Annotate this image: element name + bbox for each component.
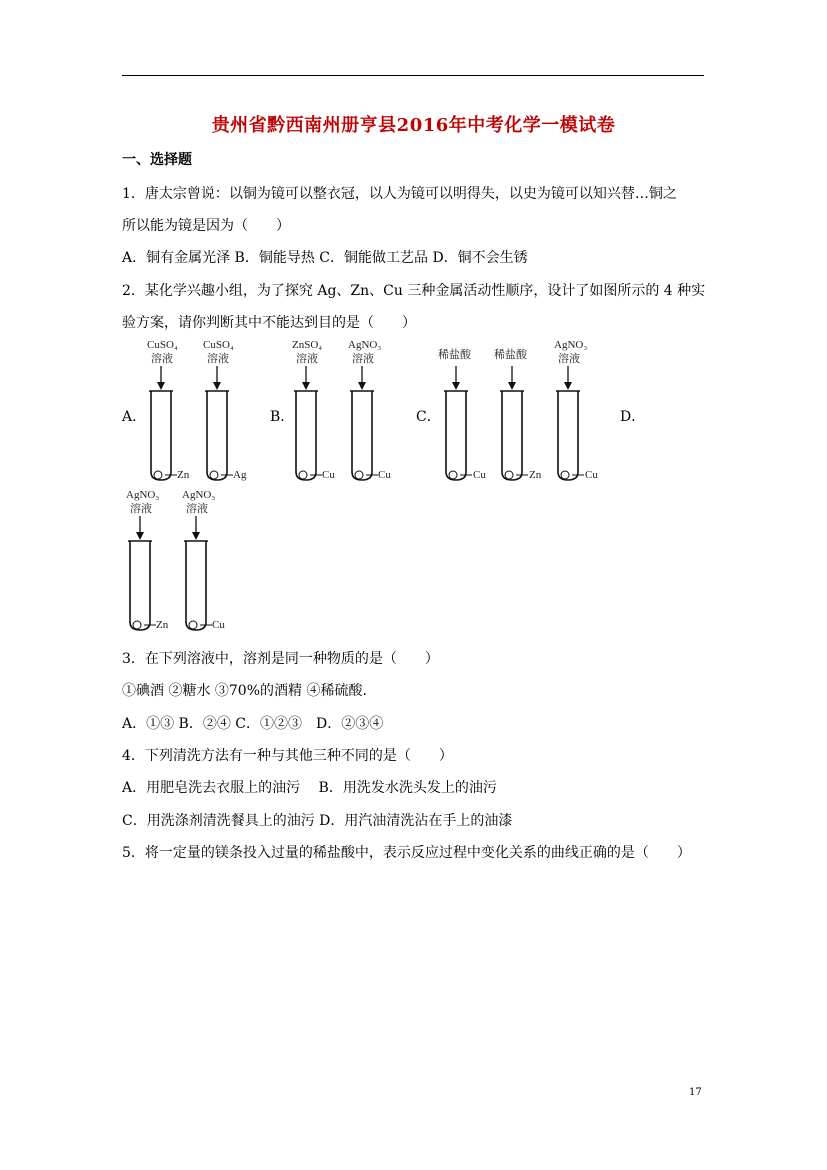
figure-c: [436, 338, 606, 486]
figure-b-svg: [288, 338, 400, 486]
q3-options: A．①③ B．②④ C．①②③ D．②③④: [122, 716, 384, 732]
q1-options: A．铜有金属光泽 B．铜能导热 C．铜能做工艺品 D．铜不会生锈: [122, 250, 528, 266]
figure-c-tube1-metal: Cu: [473, 469, 486, 481]
test-tube: [151, 391, 171, 480]
q2-option-a-label: A．: [122, 409, 147, 425]
figure-a-tube1-solution: 溶液: [151, 353, 173, 365]
figure-d-tube1-reagent: AgNO₃: [126, 489, 160, 501]
q1-stem-line2: 所以能为镜是因为（ ）: [122, 218, 290, 234]
q3-stem: 3．在下列溶液中，溶剂是同一种物质的是（ ）: [122, 651, 439, 667]
figure-d-tube2-reagent: AgNO₃: [182, 489, 216, 501]
q5-stem: 5．将一定量的镁条投入过量的稀盐酸中，表示反应过程中变化关系的曲线正确的是（ ）: [122, 845, 691, 861]
figure-b-tube2-solution: 溶液: [352, 353, 374, 365]
figure-b-tube1-metal: Cu: [322, 469, 335, 481]
q3-items: ①碘酒 ②糖水 ③70%的酒精 ④稀硫酸．: [122, 683, 377, 699]
figure-d-tube2-metal: Cu: [212, 619, 225, 631]
figure-b-tube1-reagent: ZnSO₄: [292, 339, 323, 351]
q2-option-b-label: B．: [270, 409, 295, 425]
figure-c-tube2-reagent: 稀盐酸: [494, 349, 527, 361]
figure-b-tube2-metal: Cu: [378, 469, 391, 481]
figure-a-tube2-metal: Ag: [233, 469, 247, 481]
q2-stem-line1: 2．某化学兴趣小组，为了探究 Ag、Zn、Cu 三种金属活动性顺序，设计了如图所示的 4 种实: [122, 283, 706, 299]
figure-a: [143, 338, 255, 486]
figure-a-tube2-solution: 溶液: [207, 353, 229, 365]
figure-d: [122, 488, 234, 636]
q1-stem-line1: 1．唐太宗曾说：以铜为镜可以整衣冠，以人为镜可以明得失，以史为镜可以知兴替…铜之: [122, 186, 677, 202]
header-rule: [122, 75, 704, 76]
figure-c-tube1-reagent: 稀盐酸: [438, 349, 471, 361]
figure-c-svg: [436, 338, 606, 486]
figure-c-tube3-reagent: AgNO₃: [554, 339, 588, 351]
page-number: 17: [689, 1087, 702, 1098]
figure-c-tube2-metal: Zn: [529, 469, 542, 481]
figure-d-tube1-solution: 溶液: [130, 503, 152, 515]
q4-stem: 4．下列清洗方法有一种与其他三种不同的是（ ）: [122, 748, 453, 764]
figure-d-svg: [122, 488, 234, 636]
figure-b-tube2-reagent: AgNO₃: [348, 339, 382, 351]
figure-a-tube1-metal: Zn: [177, 469, 190, 481]
figure-d-tube2-solution: 溶液: [186, 503, 208, 515]
figure-d-tube1-metal: Zn: [156, 619, 169, 631]
q2-option-c-label: C．: [416, 409, 441, 425]
q4-options-line1: A．用肥皂洗去衣服上的油污 B．用洗发水洗头发上的油污: [122, 780, 497, 796]
page-title: 贵州省黔西南州册亨县2016年中考化学一模试卷: [211, 115, 616, 136]
figure-b: [288, 338, 400, 486]
section-heading: 一、选择题: [122, 152, 192, 168]
figure-a-svg: [143, 338, 255, 486]
figure-c-tube3-metal: Cu: [585, 469, 598, 481]
q4-options-line2: C．用洗涤剂清洗餐具上的油污 D．用汽油清洗沾在手上的油漆: [122, 813, 513, 829]
figure-a-tube2-reagent: CuSO₄: [203, 339, 234, 351]
figure-b-tube1-solution: 溶液: [296, 353, 318, 365]
figure-c-tube3-solution: 溶液: [558, 353, 580, 365]
figure-a-tube1-reagent: CuSO₄: [147, 339, 178, 351]
q2-stem-line2: 验方案，请你判断其中不能达到目的是（ ）: [122, 315, 416, 331]
q2-option-d-label: D．: [620, 409, 646, 425]
